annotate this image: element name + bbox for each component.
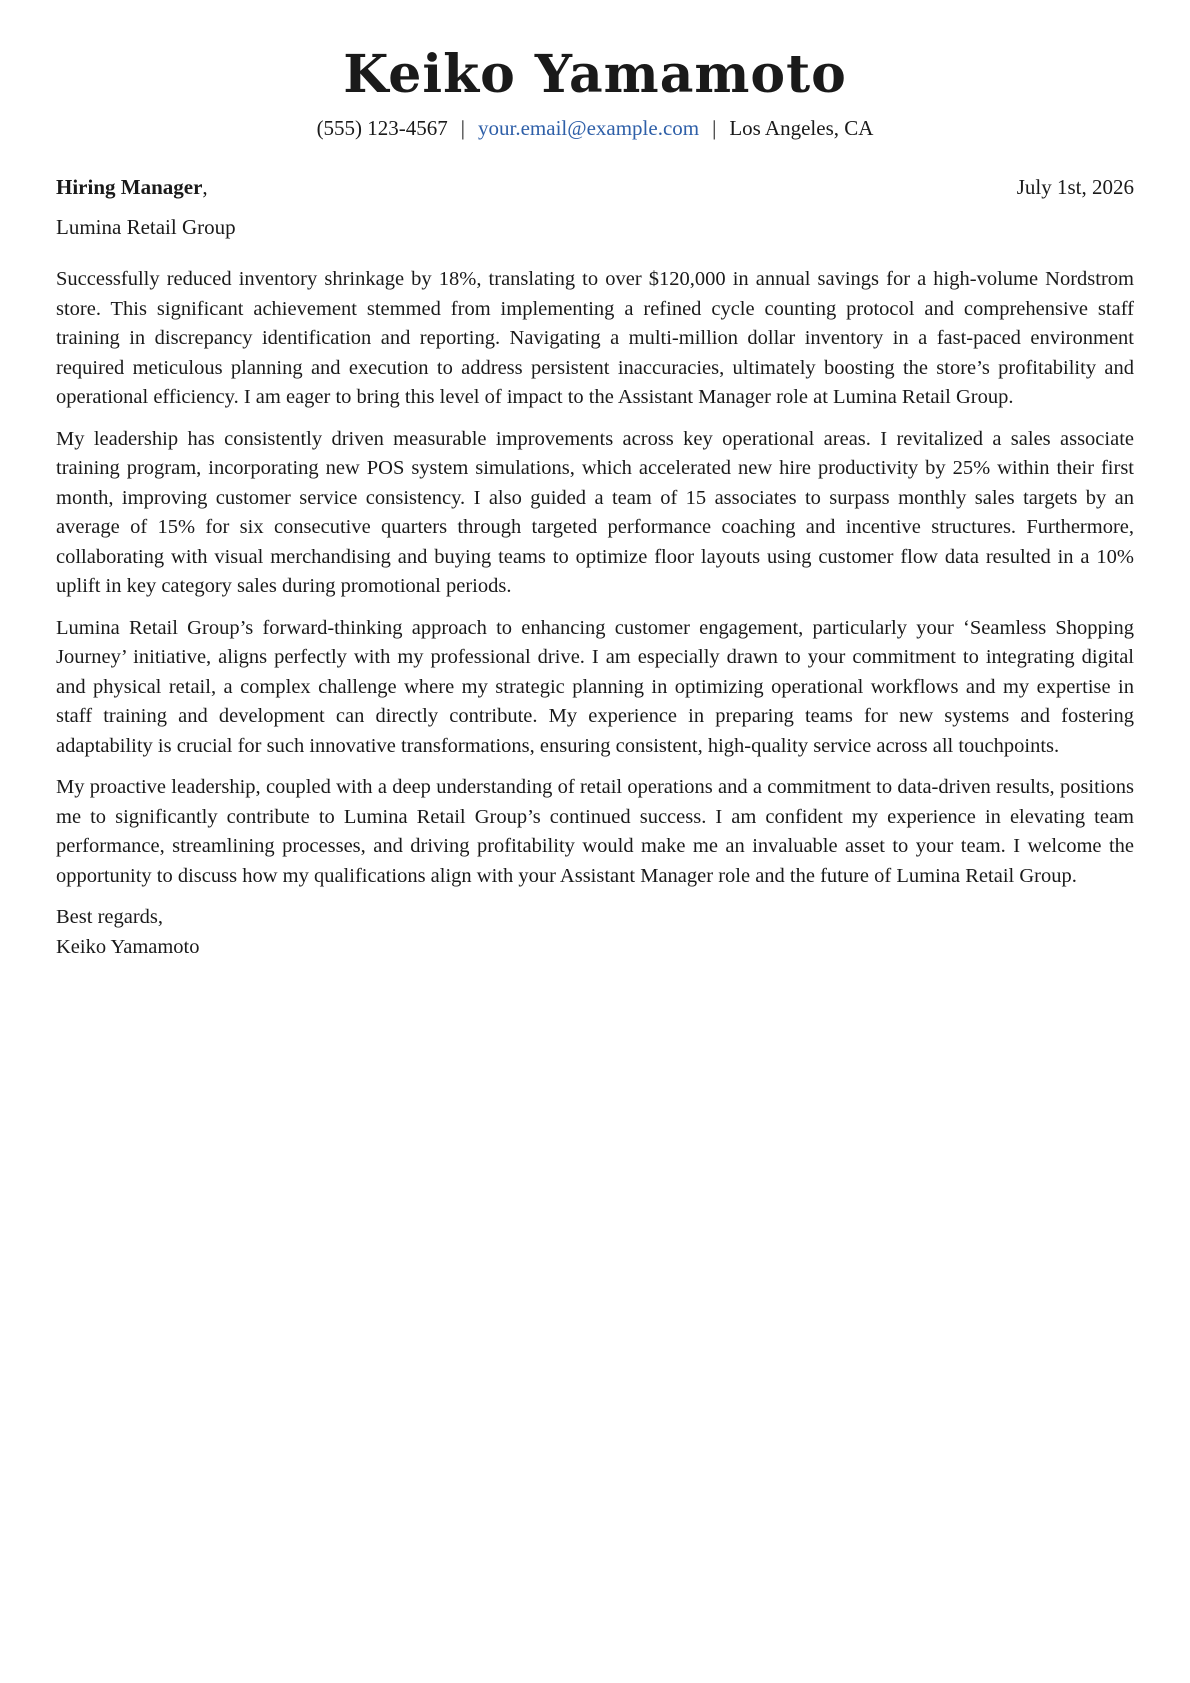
body-paragraph: My proactive leadership, coupled with a deep understanding of retail operations and a commitment to data-driven results, positions me to significantly contribute to Lumina Retail Group’s continued success. I am confident my experience in elevating team performance, streamlining processes, and driving profitability would make me an invaluable asset to your team. I welcome the opportunity to discuss how my qualifications align with your Assistant Manager role and the future of Lumina Retail Group.	[56, 776, 1134, 887]
phone-number: (555) 123-4567	[316, 116, 448, 140]
letter-date: July 1st, 2026	[1016, 175, 1134, 199]
recipient-greeting	[56, 173, 208, 201]
closing-salutation: Best regards,	[56, 906, 164, 928]
contact-separator: |	[460, 116, 466, 140]
letter-closing	[56, 903, 1134, 962]
letter-header	[56, 0, 1134, 142]
applicant-name: Keiko Yamamoto	[343, 44, 847, 105]
recipient-company: Lumina Retail Group	[56, 215, 236, 239]
recipient-name-suffix: ,	[202, 175, 208, 199]
body-paragraph: My leadership has consistently driven measurable improvements across key operational areas. I revitalized a sales associate training program, incorporating new POS system simulations, which accelerated new hire productivity by 25% within their first month, improving customer service consistency. I also guided a team of 15 associates to surpass monthly sales targets by an average of 15% for six consecutive quarters through targeted performance coaching and incentive structures. Furthermore, collaborating with visual merchandising and buying teams to optimize floor layouts using customer flow data resulted in a 10% uplift in key category sales during promotional periods.	[56, 427, 1134, 597]
letter-body	[56, 265, 1134, 891]
recipient-row	[56, 173, 1134, 201]
location: Los Angeles, CA	[729, 116, 874, 140]
recipient-name: Hiring Manager	[56, 175, 203, 199]
contact-line	[56, 114, 1134, 142]
contact-separator: |	[712, 116, 717, 140]
signature-name: Keiko Yamamoto	[56, 935, 200, 958]
email-link[interactable]: your.email@example.com	[478, 116, 700, 140]
body-paragraph: Successfully reduced inventory shrinkage by 18%, translating to over $120,000 in annual savings for a high-volume Nordstrom store. This significant achievement stemmed from implementing a refined cycle counting protocol and comprehensive staff training in discrepancy identification and reporting. Navigating a multi-million dollar inventory in a fast-paced environment required meticulous planning and execution to address persistent inaccuracies, ultimately boosting the store’s profitability and operational efficiency. I am eager to bring this level of impact to the Assistant Manager role at Lumina Retail Group.	[56, 268, 1134, 408]
body-paragraph: Lumina Retail Group’s forward-thinking approach to enhancing customer engagement, particularly your ‘Seamless Shopping Journey’ initiative, aligns perfectly with my professional drive. I am especially drawn to your commitment to integrating digital and physical retail, a complex challenge where my strategic planning in optimizing operational workflows and my expertise in staff training and development can directly contribute. My experience in preparing teams for new systems and fostering adaptability is crucial for such innovative transformations, ensuring consistent, high-quality service across all touchpoints.	[56, 616, 1134, 757]
